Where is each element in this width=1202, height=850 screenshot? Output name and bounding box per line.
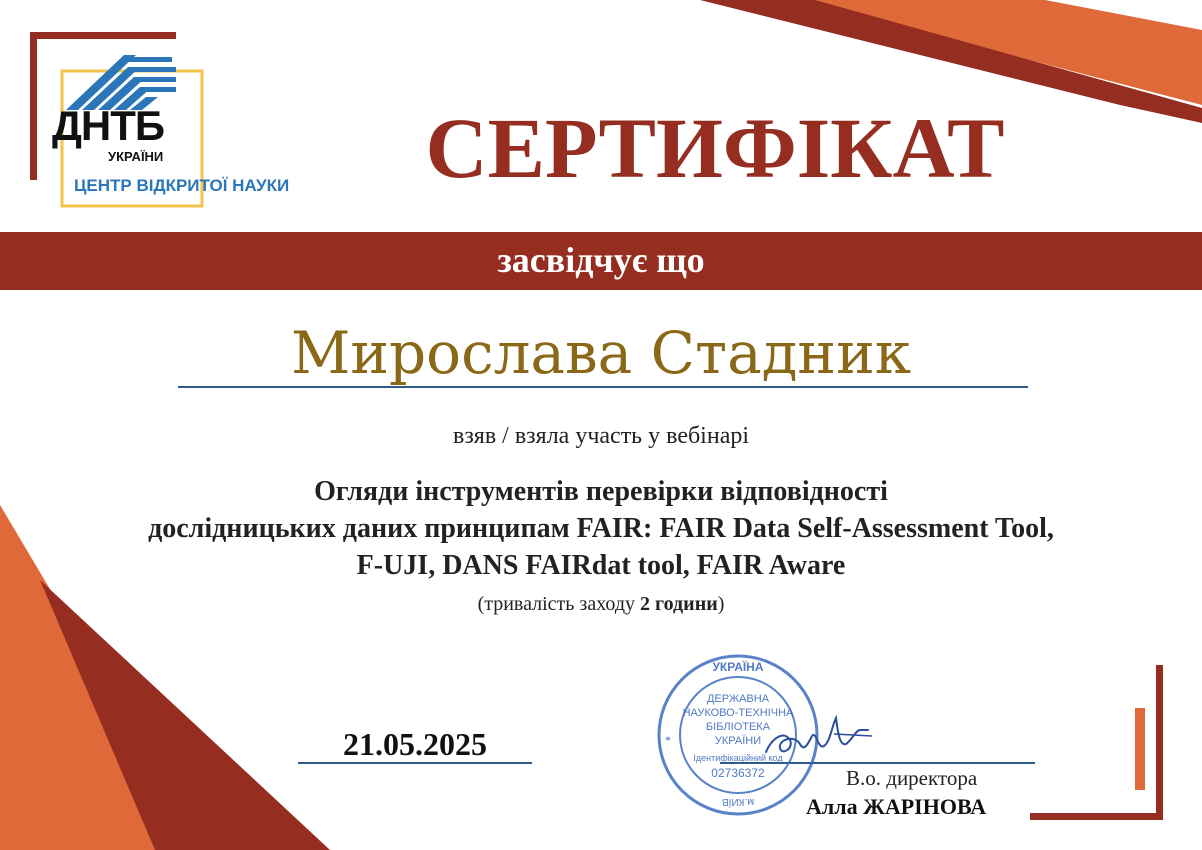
stamp-code: 02736372 [711, 766, 765, 780]
stamp-star-left-icon: * [665, 733, 671, 747]
certifies-text: засвідчує що [497, 240, 705, 280]
signatory-position: В.о. директора [846, 766, 978, 790]
logo-country: УКРАЇНИ [108, 149, 164, 164]
webinar-title-line3: F-UJI, DANS FAIRdat tool, FAIR Aware [356, 550, 846, 581]
certificate-title: СЕРТИФІКАТ [425, 100, 1005, 196]
stamp-line1: ДЕРЖАВНА [706, 693, 770, 705]
bottom-right-frame-horizontal [1030, 813, 1163, 820]
stamp-city: м.КИЇВ [721, 796, 755, 807]
top-left-frame-horizontal [30, 32, 176, 39]
duration-prefix: (тривалість заходу [477, 593, 641, 615]
signatory-name: Алла ЖАРІНОВА [806, 794, 987, 819]
stamp-line4: УКРАЇНИ [714, 735, 762, 747]
stamp-line3: БІБЛІОТЕКА [705, 721, 771, 733]
logo [52, 55, 322, 215]
bottom-right-frame-vertical [1156, 665, 1163, 820]
stamp-line5: Ідентифікаційний код [693, 753, 783, 763]
signature-scribble [760, 700, 880, 770]
logo-acronym: ДНТБ [52, 102, 165, 149]
webinar-title-line2: дослідницьких даних принципам FAIR: FAIR Data Self-Assessment Tool, [148, 513, 1054, 544]
certificate-date: 21.05.2025 [343, 726, 487, 762]
recipient-name: Мирослава Стадник [291, 319, 911, 387]
duration-value: 2 години [640, 593, 718, 615]
bottom-right-orange-bar [1135, 708, 1145, 790]
top-left-frame-vertical [30, 32, 37, 180]
stamp-line2: НАУКОВО-ТЕХНІЧНА [682, 707, 794, 719]
webinar-title-line1: Огляди інструментів перевірки відповідності [314, 476, 888, 507]
participation-text: взяв / взяла участь у вебінарі [452, 423, 750, 449]
logo-subtitle: ЦЕНТР ВІДКРИТОЇ НАУКИ [74, 176, 290, 195]
stamp-top-text: УКРАЇНА [712, 660, 764, 674]
duration-suffix: ) [717, 593, 725, 615]
duration [0, 592, 1202, 616]
